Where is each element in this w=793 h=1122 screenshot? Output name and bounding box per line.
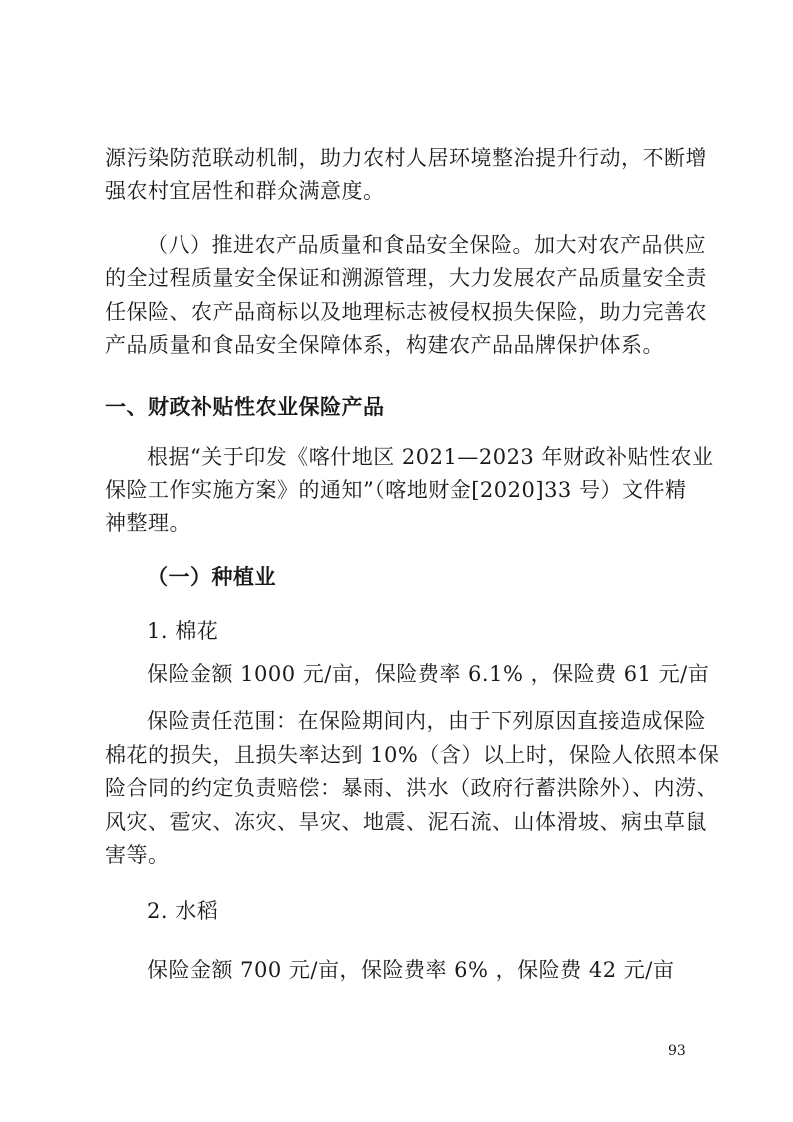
paragraph-line: 任保险、农产品商标以及地理标志被侵权损失保险，助力完善农 bbox=[105, 300, 707, 324]
paragraph-line: 强农村宜居性和群众满意度。 bbox=[105, 179, 385, 203]
paragraph-line: 保险工作实施方案》的通知”（喀地财金[2020]33 号）文件精 bbox=[105, 478, 687, 502]
paragraph-line: 保险责任范围：在保险期间内，由于下列原因直接造成保险 bbox=[147, 709, 706, 733]
paragraph-line: 产品质量和食品安全保障体系，构建农产品品牌保护体系。 bbox=[105, 333, 664, 357]
paragraph-line: 害等。 bbox=[105, 843, 170, 867]
paragraph-line: 的全过程质量安全保证和溯源管理，大力发展农产品质量安全责 bbox=[105, 266, 707, 290]
paragraph-line: 保险金额 1000 元/亩，保险费率 6.1% ，保险费 61 元/亩 bbox=[147, 662, 710, 686]
paragraph-line: 棉花的损失，且损失率达到 10%（含）以上时，保险人依照本保 bbox=[105, 743, 720, 767]
paragraph-line: 源污染防范联动机制，助力农村人居环境整治提升行动，不断增 bbox=[105, 146, 707, 170]
item-title: 2. 水稻 bbox=[147, 899, 219, 923]
paragraph-line: （八）推进农产品质量和食品安全保险。加大对农产品供应 bbox=[147, 233, 706, 257]
paragraph-line: 根据“关于印发《喀什地区 2021—2023 年财政补贴性农业 bbox=[147, 445, 714, 469]
paragraph-line: 险合同的约定负责赔偿：暴雨、洪水（政府行蓄洪除外）、内涝、 bbox=[105, 776, 718, 800]
item-title: 1. 棉花 bbox=[147, 619, 219, 643]
section-heading: 一、财政补贴性农业保险产品 bbox=[105, 395, 385, 419]
subsection-heading: （一）种植业 bbox=[147, 565, 276, 589]
paragraph-line: 风灾、雹灾、冻灾、旱灾、地震、泥石流、山体滑坡、病虫草鼠 bbox=[105, 810, 707, 834]
paragraph-line: 神整理。 bbox=[105, 511, 191, 535]
paragraph-line: 保险金额 700 元/亩，保险费率 6% ，保险费 42 元/亩 bbox=[147, 958, 675, 982]
page-number: 93 bbox=[668, 1043, 686, 1059]
